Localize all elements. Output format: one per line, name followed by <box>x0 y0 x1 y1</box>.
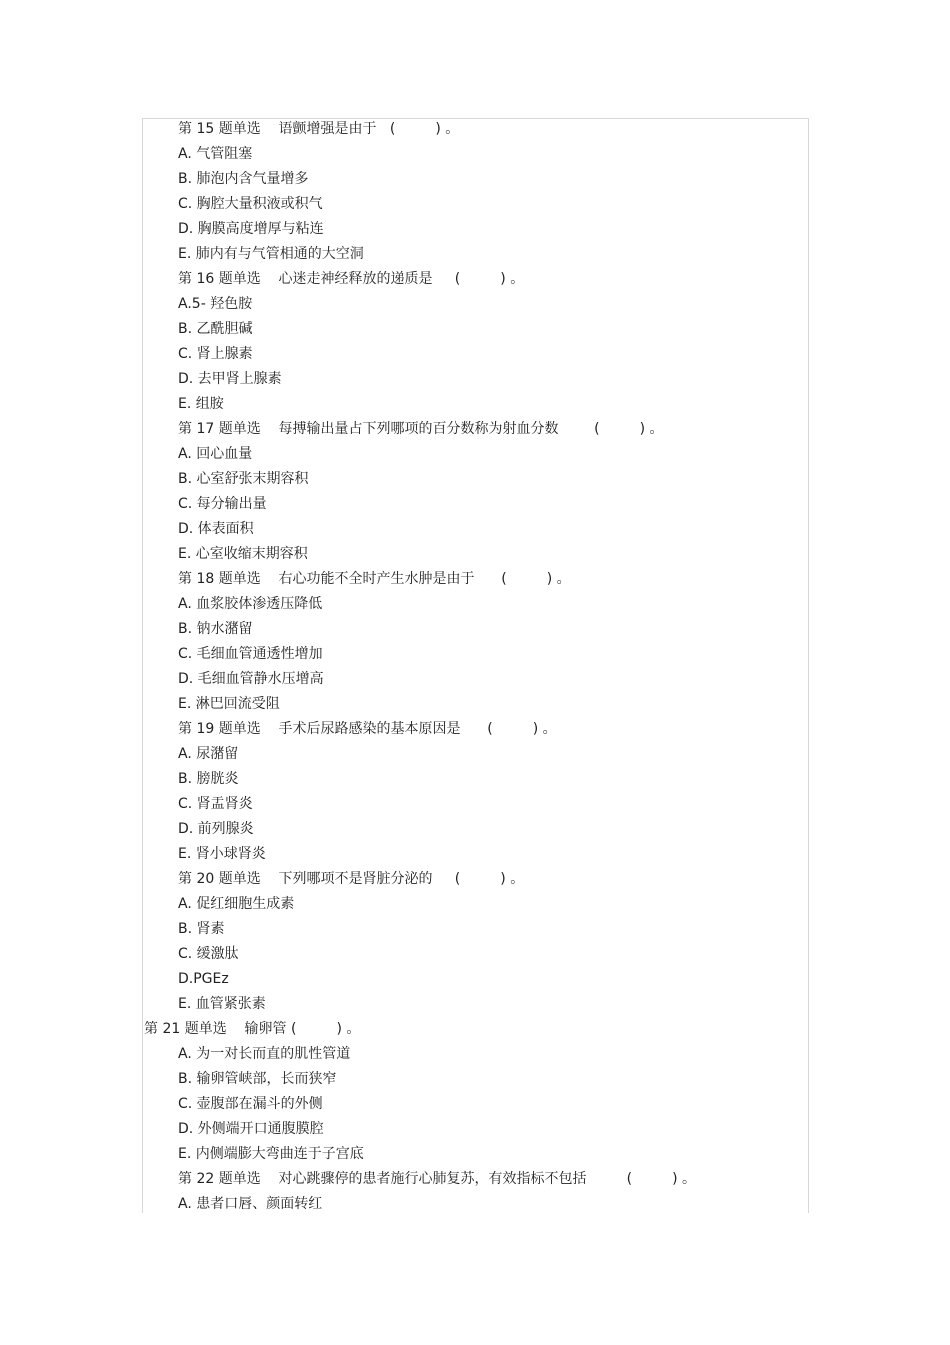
question-21-option-b: B. 输卵管峡部，长而狭窄 <box>178 1071 337 1087</box>
question-17-option-e: E. 心室收缩末期容积 <box>178 546 308 562</box>
question-15-option-d: D. 胸膜高度增厚与粘连 <box>178 221 324 237</box>
question-19-stem: 第 19 题单选 手术后尿路感染的基本原因是 ( ) 。 <box>178 721 557 737</box>
question-19-option-c: C. 肾盂肾炎 <box>178 796 253 812</box>
question-15-option-a: A. 气管阻塞 <box>178 146 253 162</box>
question-15-stem: 第 15 题单选 语颤增强是由于 ( ) 。 <box>178 121 460 137</box>
question-21-option-d: D. 外侧端开口通腹膜腔 <box>178 1121 324 1137</box>
question-16-option-d: D. 去甲肾上腺素 <box>178 371 282 387</box>
question-15-option-c: C. 胸腔大量积液或积气 <box>178 196 323 212</box>
question-20-stem: 第 20 题单选 下列哪项不是肾脏分泌的 ( ) 。 <box>178 871 525 887</box>
question-18-option-e: E. 淋巴回流受阻 <box>178 696 280 712</box>
question-22-stem: 第 22 题单选 对心跳骤停的患者施行心肺复苏，有效指标不包括 ( ) 。 <box>178 1171 696 1187</box>
question-19-option-a: A. 尿潴留 <box>178 746 239 762</box>
question-20-option-b: B. 肾素 <box>178 921 225 937</box>
question-15-option-b: B. 肺泡内含气量增多 <box>178 171 309 187</box>
question-17-option-b: B. 心室舒张末期容积 <box>178 471 309 487</box>
question-18-option-a: A. 血浆胶体渗透压降低 <box>178 596 323 612</box>
question-19-option-e: E. 肾小球肾炎 <box>178 846 266 862</box>
question-18-option-d: D. 毛细血管静水压增高 <box>178 671 324 687</box>
question-20-option-a: A. 促红细胞生成素 <box>178 896 295 912</box>
question-21-option-c: C. 壶腹部在漏斗的外侧 <box>178 1096 323 1112</box>
question-18-option-c: C. 毛细血管通透性增加 <box>178 646 323 662</box>
question-17-option-d: D. 体表面积 <box>178 521 254 537</box>
question-17-option-c: C. 每分输出量 <box>178 496 267 512</box>
question-18-option-b: B. 钠水潴留 <box>178 621 253 637</box>
question-21-option-a: A. 为一对长而直的肌性管道 <box>178 1046 351 1062</box>
question-16-option-a: A.5- 羟色胺 <box>178 296 253 312</box>
question-21-option-e: E. 内侧端膨大弯曲连于子宫底 <box>178 1146 364 1162</box>
question-20-option-c: C. 缓激肽 <box>178 946 239 962</box>
question-16-stem: 第 16 题单选 心迷走神经释放的递质是 ( ) 。 <box>178 271 525 287</box>
question-21-stem: 第 21 题单选 输卵管 ( ) 。 <box>144 1021 361 1037</box>
question-17-option-a: A. 回心血量 <box>178 446 253 462</box>
question-20-option-e: E. 血管紧张素 <box>178 996 266 1012</box>
question-16-option-e: E. 组胺 <box>178 396 224 412</box>
question-16-option-b: B. 乙酰胆碱 <box>178 321 253 337</box>
question-17-stem: 第 17 题单选 每搏输出量占下列哪项的百分数称为射血分数 ( ) 。 <box>178 421 664 437</box>
question-20-option-d: D.PGEz <box>178 971 229 987</box>
question-22-option-a: A. 患者口唇、颜面转红 <box>178 1196 323 1212</box>
question-16-option-c: C. 肾上腺素 <box>178 346 253 362</box>
question-18-stem: 第 18 题单选 右心功能不全时产生水肿是由于 ( ) 。 <box>178 571 571 587</box>
question-19-option-d: D. 前列腺炎 <box>178 821 254 837</box>
question-19-option-b: B. 膀胱炎 <box>178 771 239 787</box>
question-15-option-e: E. 肺内有与气管相通的大空洞 <box>178 246 364 262</box>
